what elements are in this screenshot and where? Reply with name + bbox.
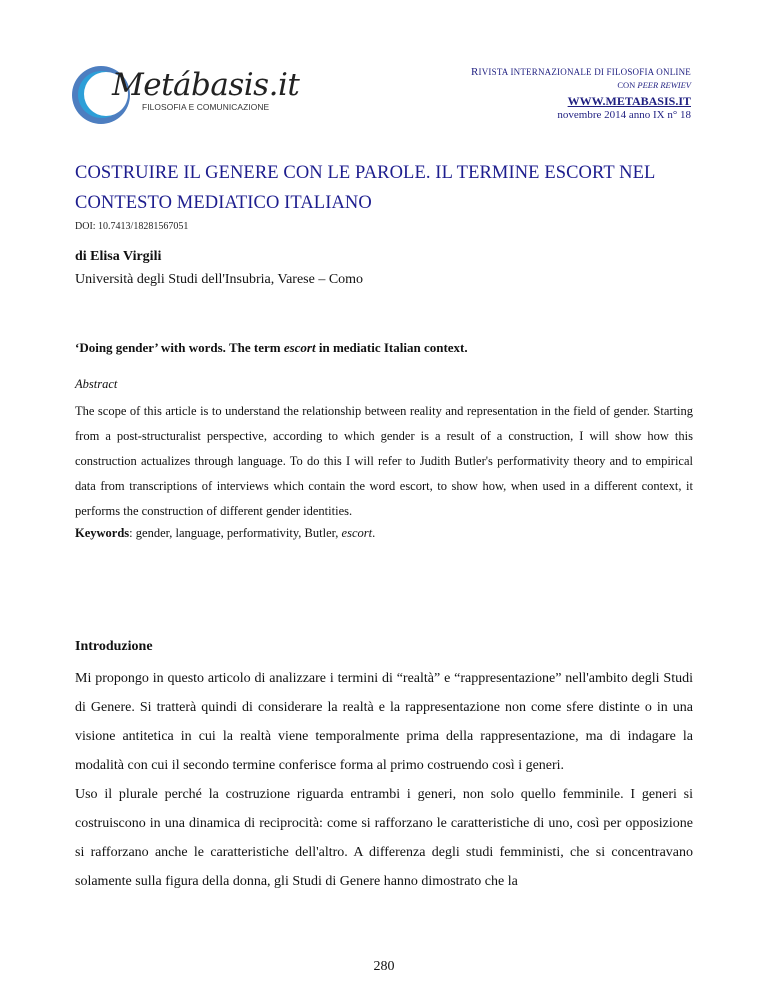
section-heading-introduzione: Introduzione (75, 639, 153, 654)
keywords: Keywords: gender, language, performativity, Butler, escort. (75, 526, 376, 540)
introduction-body (75, 664, 693, 896)
journal-peer-review: CON PEER REWIEV (617, 80, 691, 90)
intro-paragraph-1: Mi propongo in questo articolo di analizzare i termini di “realtà” e “rappresentazione” nell'ambito degli Studi di Genere. Si tratterà quindi di considerare la realtà e la rappresentazione non come sfere distinte o in una visione antitetica in cui la realtà viene temporalmente prima della rappresentazione, ma di indagare la modalità con cui il secondo termine conferisce forma al primo costruendo così i generi. (75, 671, 693, 773)
article-title: COSTRUIRE IL GENERE CON LE PAROLE. IL TERMINE ESCORT NEL CONTESTO MEDIATICO ITALIANO (75, 163, 655, 213)
intro-paragraph-2: Uso il plurale perché la costruzione riguarda entrambi i generi, non solo quello femminile. I generi si costruiscono in una dinamica di reciprocità: come si rafforzano le caratteristiche di uno, così per opposizione si rafforzano anche le caratteristiche dell'altro. A differenza degli studi femministi, che si concentravano solamente sulla figura della donna, gli Studi di Genere hanno dimostrato che la (75, 787, 693, 889)
logo-subtitle: FILOSOFIA E COMUNICAZIONE (142, 102, 270, 112)
journal-title: RIVISTA INTERNAZIONALE DI FILOSOFIA ONLINE (470, 66, 691, 78)
journal-url-link[interactable]: WWW.METABASIS.IT (567, 94, 691, 108)
article-author: di Elisa Virgili (75, 249, 162, 264)
logo-wordmark: Metábasis.it (112, 67, 300, 103)
english-title: ‘Doing gender’ with words. The term escort in mediatic Italian context. (75, 340, 468, 355)
abstract-label: Abstract (75, 377, 118, 391)
article-doi: DOI: 10.7413/18281567051 (75, 221, 189, 232)
abstract-text: The scope of this article is to understand the relationship between reality and representation in the field of gender. Starting from a post-structuralist perspective, according to which gender is a result of a construction, I will show how this construction actualizes through language. To do this I will refer to Judith Butler's performativity theory and to empirical data from transcriptions of interviews which contain the word escort, to show how, when used in a different context, it performs the construction of different gender identities. (75, 404, 693, 518)
page-number: 280 (373, 959, 395, 974)
journal-header (471, 66, 691, 122)
journal-issue: novembre 2014 anno IX n° 18 (557, 109, 691, 121)
journal-logo (72, 62, 300, 126)
author-affiliation: Università degli Studi dell'Insubria, Varese – Como (75, 272, 364, 287)
